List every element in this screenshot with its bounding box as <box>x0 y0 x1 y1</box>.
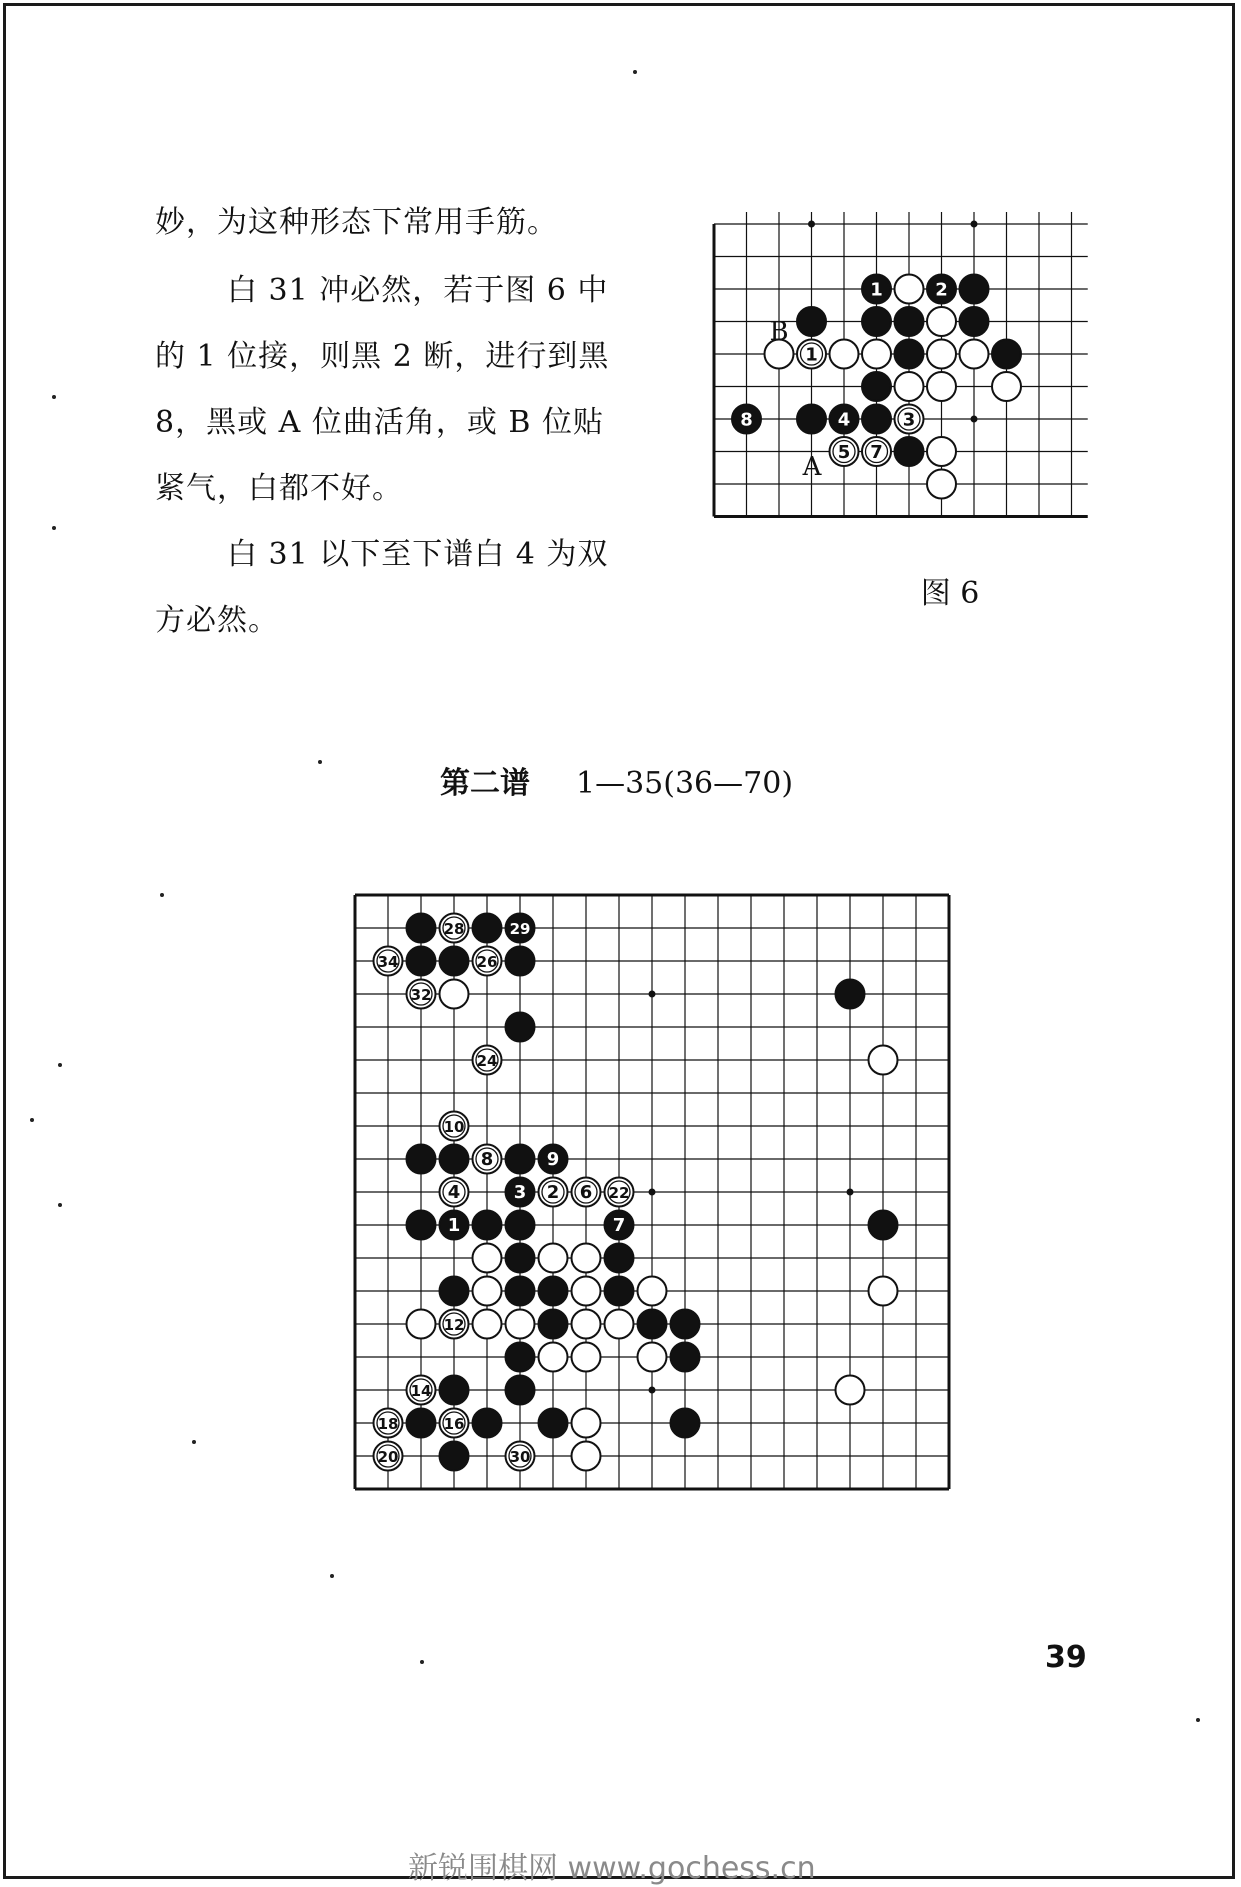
move-number: 9 <box>546 1149 560 1170</box>
star-point <box>971 416 978 423</box>
move-number: 8 <box>740 409 753 431</box>
black-stone <box>671 1343 700 1372</box>
black-stone <box>671 1310 700 1339</box>
move-number: 4 <box>447 1182 461 1203</box>
body-paragraph-3 <box>155 522 645 654</box>
white-stone <box>927 437 956 466</box>
black-stone <box>671 1409 700 1438</box>
black-stone <box>960 307 989 336</box>
black-stone <box>539 1310 568 1339</box>
move-number: 26 <box>476 953 498 971</box>
move-number: 34 <box>377 953 399 971</box>
move-number: 8 <box>480 1149 494 1170</box>
move-number: 22 <box>608 1184 630 1202</box>
page-number: 39 <box>1045 1640 1087 1675</box>
black-stone <box>895 437 924 466</box>
white-stone <box>836 1376 865 1405</box>
white-stone <box>960 340 989 369</box>
black-stone <box>506 1343 535 1372</box>
black-stone <box>960 275 989 304</box>
star-point <box>649 991 656 998</box>
scan-speck <box>30 1118 34 1122</box>
black-stone <box>992 340 1021 369</box>
white-stone <box>895 275 924 304</box>
scan-speck <box>160 893 164 897</box>
white-stone <box>572 1442 601 1471</box>
move-number: 6 <box>579 1182 593 1203</box>
white-stone <box>830 340 859 369</box>
move-number: 24 <box>476 1052 498 1070</box>
text-line: 妙，为这种形态下常用手筋。 <box>155 205 558 240</box>
white-stone <box>440 980 469 1009</box>
move-number: 1 <box>870 279 883 301</box>
black-stone <box>862 307 891 336</box>
site-watermark: 新锐围棋网 www.gochess.cn <box>408 1851 816 1886</box>
move-number: 12 <box>443 1316 465 1334</box>
black-stone <box>506 1013 535 1042</box>
black-stone <box>440 947 469 976</box>
move-number: 16 <box>443 1415 465 1433</box>
text-line: 的 1 位接，则黑 2 断，进行到黑 <box>155 339 610 374</box>
point-label-b: B <box>769 317 789 347</box>
black-stone <box>862 405 891 434</box>
black-stone <box>895 307 924 336</box>
white-stone <box>927 372 956 401</box>
section-title: 第二谱 <box>440 766 530 801</box>
black-stone <box>407 914 436 943</box>
black-stone <box>506 1145 535 1174</box>
white-stone <box>895 372 924 401</box>
white-stone <box>539 1244 568 1273</box>
move-number: 28 <box>443 920 465 938</box>
black-stone <box>605 1277 634 1306</box>
text-line: 方必然。 <box>155 603 279 638</box>
scan-speck <box>330 1574 334 1578</box>
black-stone <box>506 1277 535 1306</box>
white-stone <box>869 1046 898 1075</box>
text-line: 紧气，白都不好。 <box>155 471 403 506</box>
move-number: 7 <box>612 1215 626 1236</box>
black-stone <box>506 947 535 976</box>
move-number: 1 <box>447 1215 461 1236</box>
black-stone <box>539 1409 568 1438</box>
move-number: 2 <box>546 1182 560 1203</box>
black-stone <box>862 372 891 401</box>
text-line: 白 31 以下至下谱白 4 为双 <box>227 537 609 572</box>
black-stone <box>440 1442 469 1471</box>
scan-speck <box>318 760 322 764</box>
white-stone <box>862 340 891 369</box>
white-stone <box>638 1277 667 1306</box>
black-stone <box>440 1376 469 1405</box>
move-number: 4 <box>837 409 851 431</box>
white-stone <box>473 1244 502 1273</box>
white-stone <box>572 1277 601 1306</box>
move-number: 1 <box>805 344 818 366</box>
black-stone <box>506 1376 535 1405</box>
black-stone <box>506 1211 535 1240</box>
white-stone <box>992 372 1021 401</box>
black-stone <box>473 914 502 943</box>
star-point <box>847 1189 854 1196</box>
black-stone <box>605 1244 634 1273</box>
text-line: 8，黑或 A 位曲活角，或 B 位贴 <box>155 405 604 440</box>
scan-speck <box>1196 1718 1200 1722</box>
scan-speck <box>58 1063 62 1067</box>
black-stone <box>895 340 924 369</box>
section-heading <box>440 758 793 802</box>
move-number: 20 <box>377 1448 399 1466</box>
black-stone <box>407 1211 436 1240</box>
move-range: 1—35(36—70) <box>576 766 794 801</box>
move-number: 2 <box>935 279 948 301</box>
black-stone <box>440 1145 469 1174</box>
star-point <box>649 1387 656 1394</box>
move-number: 14 <box>410 1382 432 1400</box>
black-stone <box>539 1277 568 1306</box>
black-stone <box>407 947 436 976</box>
text-line: 白 31 冲必然，若于图 6 中 <box>227 273 609 308</box>
scan-speck <box>52 395 56 399</box>
white-stone <box>407 1310 436 1339</box>
figure-6-diagram <box>700 210 1100 550</box>
body-paragraph-2 <box>155 258 645 522</box>
move-number: 5 <box>837 442 851 463</box>
white-stone <box>572 1244 601 1273</box>
black-stone <box>473 1211 502 1240</box>
white-stone <box>605 1310 634 1339</box>
white-stone <box>927 307 956 336</box>
scan-speck <box>633 70 637 74</box>
move-number: 10 <box>443 1118 465 1136</box>
star-point <box>971 221 978 228</box>
black-stone <box>473 1409 502 1438</box>
move-number: 3 <box>513 1182 527 1203</box>
figure-6-caption: 图 6 <box>920 576 980 611</box>
body-paragraph-1 <box>155 190 645 256</box>
black-stone <box>797 405 826 434</box>
white-stone <box>572 1409 601 1438</box>
white-stone <box>572 1310 601 1339</box>
black-stone <box>638 1310 667 1339</box>
white-stone <box>473 1310 502 1339</box>
white-stone <box>869 1277 898 1306</box>
black-stone <box>407 1145 436 1174</box>
white-stone <box>927 470 956 499</box>
move-number: 29 <box>509 920 531 938</box>
black-stone <box>836 980 865 1009</box>
scan-speck <box>52 526 56 530</box>
point-label-a: A <box>802 452 822 482</box>
white-stone <box>539 1343 568 1372</box>
scan-speck <box>420 1660 424 1664</box>
white-stone <box>572 1343 601 1372</box>
black-stone <box>506 1244 535 1273</box>
black-stone <box>407 1409 436 1438</box>
scan-speck <box>192 1440 196 1444</box>
white-stone <box>638 1343 667 1372</box>
black-stone <box>869 1211 898 1240</box>
move-number: 3 <box>902 409 916 431</box>
scan-speck <box>58 1203 62 1207</box>
star-point <box>808 221 815 228</box>
move-number: 30 <box>509 1448 531 1466</box>
white-stone <box>473 1277 502 1306</box>
white-stone <box>927 340 956 369</box>
white-stone <box>506 1310 535 1339</box>
black-stone <box>440 1277 469 1306</box>
move-number: 32 <box>410 986 432 1004</box>
star-point <box>649 1189 656 1196</box>
black-stone <box>797 307 826 336</box>
move-number: 7 <box>870 442 883 463</box>
move-number: 18 <box>377 1415 399 1433</box>
go-board-diagram <box>350 890 960 1510</box>
